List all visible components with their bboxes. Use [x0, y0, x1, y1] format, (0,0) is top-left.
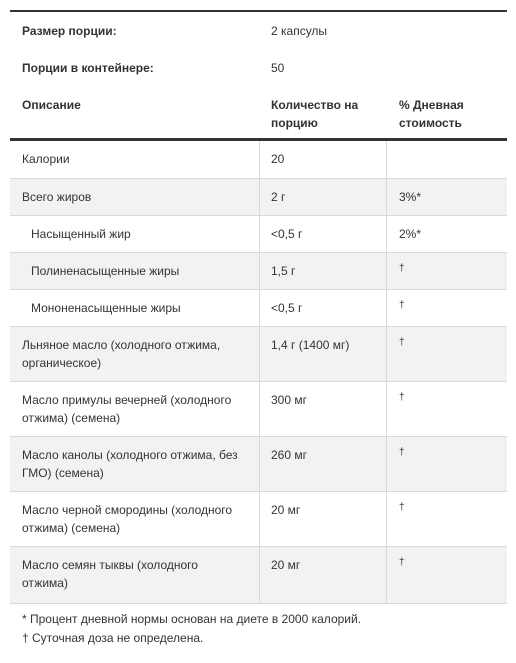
- column-header-amount-line1: Количество на: [271, 98, 359, 112]
- nutrient-name: Всего жиров: [22, 190, 92, 204]
- nutrient-name: [22, 336, 247, 372]
- nutrient-name-line: отжима): [22, 576, 68, 590]
- not-established-footnote: † Суточная доза не определена.: [22, 631, 204, 645]
- nutrient-daily-value: 3%*: [399, 190, 422, 204]
- servings-per-container-value: 50: [271, 61, 285, 75]
- nutrient-daily-value: †: [399, 337, 405, 348]
- nutrient-amount: 1,4 г (1400 мг): [271, 338, 350, 352]
- nutrient-name-line: Масло канолы (холодного отжима, без: [22, 448, 238, 462]
- column-divider: [386, 141, 387, 604]
- daily-value-footnote: * Процент дневной нормы основан на диете в 2000 калорий.: [22, 612, 362, 626]
- nutrient-name-line: отжима) (семена): [22, 521, 121, 535]
- nutrient-amount: 1,5 г: [271, 264, 296, 278]
- nutrient-name-line: Масло черной смородины (холодного: [22, 503, 233, 517]
- nutrient-amount: <0,5 г: [271, 227, 303, 241]
- serving-size-value: 2 капсулы: [271, 24, 328, 38]
- column-header-amount-line2: порцию: [271, 116, 318, 130]
- nutrient-daily-value: †: [399, 300, 405, 311]
- nutrient-name-line: Масло примулы вечерней (холодного: [22, 393, 232, 407]
- nutrient-amount: 300 мг: [271, 393, 307, 407]
- nutrient-amount: 2 г: [271, 190, 286, 204]
- nutrient-name-line: отжима) (семена): [22, 411, 121, 425]
- top-divider: [10, 10, 507, 12]
- nutrient-amount: 20 мг: [271, 558, 301, 572]
- nutrient-name: [22, 446, 247, 482]
- nutrient-amount: 20: [271, 152, 285, 166]
- nutrient-daily-value: †: [399, 392, 405, 403]
- nutrient-amount: 260 мг: [271, 448, 307, 462]
- nutrient-name: [22, 556, 247, 592]
- nutrient-name: Калории: [22, 152, 70, 166]
- nutrient-amount: <0,5 г: [271, 301, 303, 315]
- nutrient-name: Насыщенный жир: [31, 227, 131, 241]
- nutrient-daily-value: †: [399, 263, 405, 274]
- serving-size-label: Размер порции:: [22, 24, 117, 38]
- nutrient-name-line: Льняное масло (холодного отжима,: [22, 338, 221, 352]
- nutrient-name-line: ГМО) (семена): [22, 466, 104, 480]
- nutrient-daily-value: †: [399, 502, 405, 513]
- column-header-dv-line2: стоимость: [399, 116, 462, 130]
- nutrient-name: Полиненасыщенные жиры: [31, 264, 180, 278]
- nutrient-daily-value: 2%*: [399, 227, 422, 241]
- column-divider: [259, 141, 260, 604]
- servings-per-container-label: Порции в контейнере:: [22, 61, 154, 75]
- nutrient-name: [22, 391, 247, 427]
- nutrient-name-line: Масло семян тыквы (холодного: [22, 558, 198, 572]
- nutrient-daily-value: †: [399, 447, 405, 458]
- nutrient-amount: 20 мг: [271, 503, 301, 517]
- column-header-description: Описание: [22, 98, 81, 112]
- nutrient-name: [22, 501, 247, 537]
- column-header-dv-line1: % Дневная: [399, 98, 464, 112]
- column-header-daily-value: [399, 96, 464, 132]
- nutrient-name-line: органическое): [22, 356, 102, 370]
- nutrient-name: Мононенасыщенные жиры: [31, 301, 181, 315]
- nutrient-daily-value: †: [399, 557, 405, 568]
- column-header-amount: [271, 96, 358, 132]
